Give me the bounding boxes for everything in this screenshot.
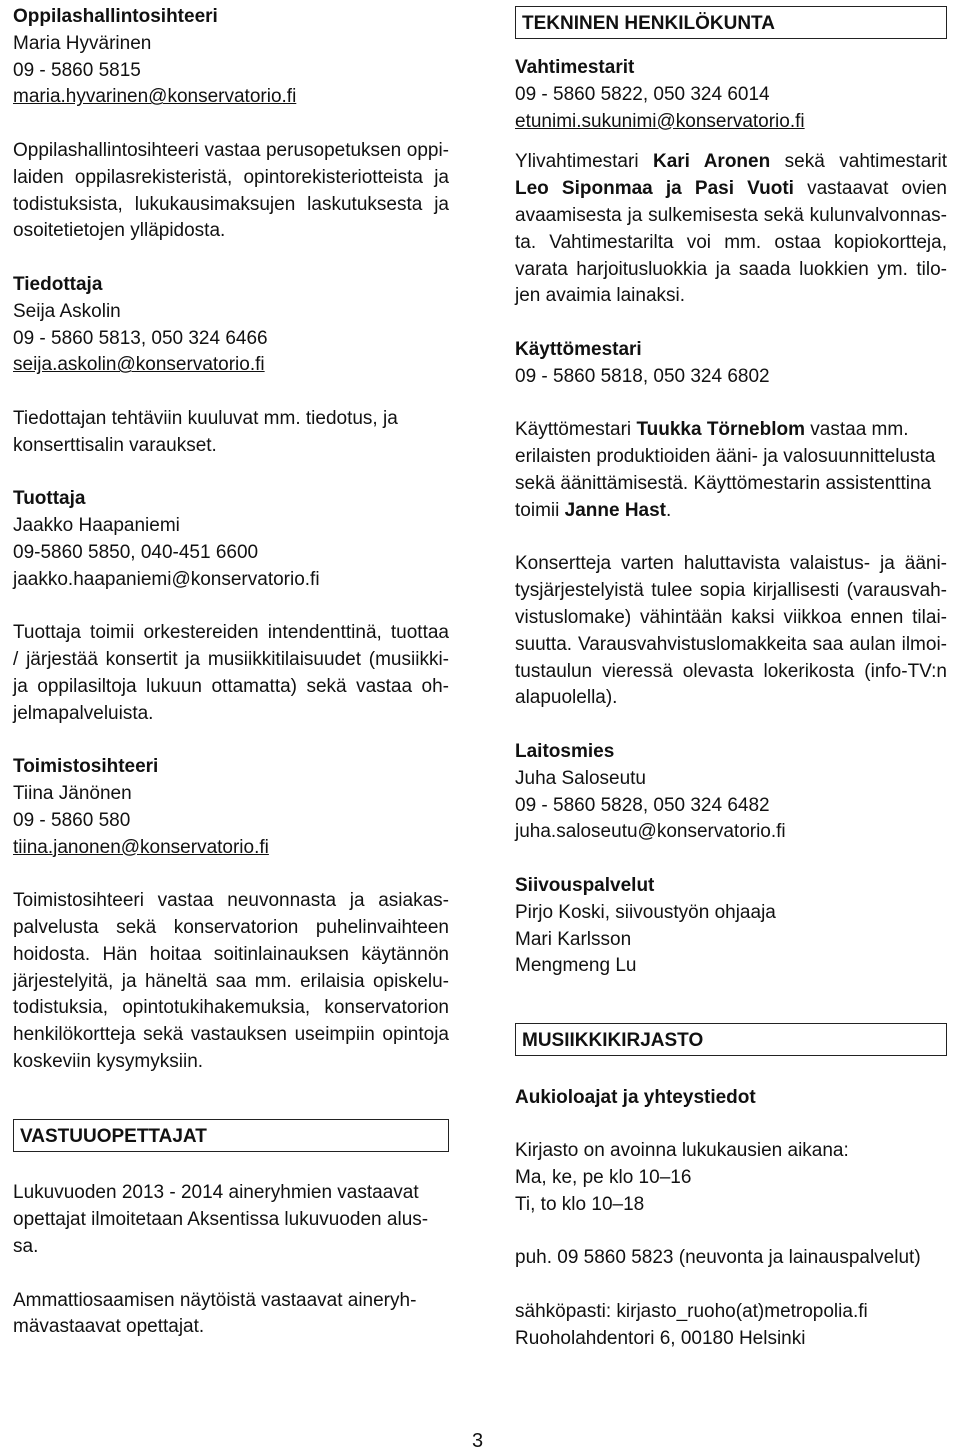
siivouspalvelut-line: Mengmeng Lu	[515, 955, 637, 977]
oppilashallinto-title: Oppilashallintosihteeri	[13, 6, 218, 27]
vastuuopettajat-text-line: opettajat ilmoitetaan Aksentissa lukuvuoden alus-	[13, 1209, 429, 1231]
kirjasto-subtitle: Aukioloajat ja yhteystiedot	[515, 1086, 756, 1108]
vahtimestarit-desc-line: varata harjoitusluokkia ja saada luokkien ym. tilo-	[515, 258, 947, 280]
toimistosihteeri-desc-line: henkilökortteja sekä vastauksen useimpiin opintoja	[13, 1024, 449, 1046]
oppilashallinto-desc-line: laiden oppilasrekisteristä, opintorekisteriotteista ja	[13, 166, 449, 188]
toimistosihteeri-phone: 09 - 5860 580	[13, 809, 131, 831]
kayttomestari-desc-line: sekä äänittämisestä. Käyttömestarin assistenttina	[515, 472, 932, 494]
toimistosihteeri-email-link[interactable]: tiina.janonen@konservatorio.fi	[13, 836, 269, 858]
oppilashallinto-desc-line: Oppilashallintosihteeri vastaa perusopetuksen oppi-	[13, 139, 449, 161]
tiedottaja-name: Seija Askolin	[13, 300, 121, 322]
toimistosihteeri-desc-line: järjestelyitä, ja häneltä saa mm. erilaisia opiskelu-	[13, 970, 449, 992]
tiedottaja-desc-line: konserttisalin varaukset.	[13, 434, 217, 456]
kayttomestari-desc-line: erilaisten produktioiden ääni- ja valosuunnittelusta	[515, 446, 936, 468]
kirjasto-hours: Ma, ke, pe klo 10–16	[515, 1167, 692, 1189]
kayttomestari-desc-line: toimii Janne Hast.	[515, 499, 672, 521]
tiedottaja-phone: 09 - 5860 5813, 050 324 6466	[13, 327, 268, 349]
toimistosihteeri-desc-line: todistuksia, opintotukihakemuksia, konservatorion	[13, 997, 449, 1019]
toimistosihteeri-desc-line: koskeviin kysymyksiin.	[13, 1051, 204, 1073]
laitosmies-email: juha.saloseutu@konservatorio.fi	[515, 821, 786, 843]
oppilashallinto-desc-line: todistuksista, lukukausimaksujen laskutuksesta ja	[13, 193, 449, 215]
laitosmies-name: Juha Saloseutu	[515, 767, 646, 789]
kayttomestari-phone: 09 - 5860 5818, 050 324 6802	[515, 365, 770, 387]
konsertit-text-line: Konsertteja varten haluttavista valaistus- ja ääni-	[515, 553, 947, 575]
vahtimestarit-email-link[interactable]: etunimi.sukunimi@konservatorio.fi	[515, 110, 805, 132]
tuottaja-desc-line: / järjestää konsertit ja musiikkitilaisuudet (musiikki-	[13, 649, 449, 671]
konsertit-text-line: tustaulun vieressä olevasta lokerikosta (info-TV:n	[515, 660, 947, 682]
siivouspalvelut-line: Pirjo Koski, siivoustyön ohjaaja	[515, 901, 776, 923]
konsertit-text-line: vistuslomake) vähintään kaksi viikkoa ennen tilai-	[515, 606, 947, 628]
tuottaja-email: jaakko.haapaniemi@konservatorio.fi	[13, 568, 320, 590]
oppilashallinto-desc-line: osoitetietojen ylläpidosta.	[13, 220, 226, 242]
kirjasto-email: sähköpasti: kirjasto_ruoho(at)metropolia.fi	[515, 1301, 868, 1323]
vahtimestarit-desc-line: ta. Vahtimestarilta voi mm. ostaa kopiokortteja,	[515, 231, 947, 253]
tuottaja-desc-line: ja oppilasiltoja lukuun ottamatta) sekä vastaa oh-	[13, 675, 449, 697]
vahtimestarit-phone: 09 - 5860 5822, 050 324 6014	[515, 83, 770, 105]
oppilashallinto-name: Maria Hyvärinen	[13, 32, 152, 54]
vastuuopettajat-heading: VASTUUOPETTAJAT	[13, 1119, 449, 1152]
oppilashallinto-email-link[interactable]: maria.hyvarinen@konservatorio.fi	[13, 86, 297, 108]
right-column	[515, 4, 947, 1353]
oppilashallinto-phone: 09 - 5860 5815	[13, 59, 141, 81]
toimistosihteeri-desc-line: hoidosta. Hän hoitaa soitinlainauksen käytännön	[13, 943, 449, 965]
tiedottaja-email-link[interactable]: seija.askolin@konservatorio.fi	[13, 354, 265, 376]
vastuuopettajat-text-line: sa.	[13, 1236, 39, 1258]
page-number: 3	[472, 1430, 484, 1452]
toimistosihteeri-desc-line: Toimistosihteeri vastaa neuvonnasta ja asiakas-	[13, 890, 449, 912]
tuottaja-phone: 09-5860 5850, 040-451 6600	[13, 541, 259, 563]
toimistosihteeri-title: Toimistosihteeri	[13, 756, 159, 778]
kayttomestari-desc-line: Käyttömestari Tuukka Törneblom vastaa mm.	[515, 419, 909, 441]
tiedottaja-title: Tiedottaja	[13, 273, 103, 295]
kayttomestari-title: Käyttömestari	[515, 338, 642, 360]
laitosmies-phone: 09 - 5860 5828, 050 324 6482	[515, 794, 770, 816]
konsertit-text-line: alapuolella).	[515, 687, 618, 709]
tiedottaja-desc-line: Tiedottajan tehtäviin kuuluvat mm. tiedotus, ja	[13, 407, 398, 429]
tuottaja-desc-line: jelmapalveluista.	[13, 702, 154, 724]
vahtimestarit-desc-line: Leo Siponmaa ja Pasi Vuoti vastaavat ovien	[515, 178, 947, 200]
vastuuopettajat-text-line: mävastaavat opettajat.	[13, 1316, 205, 1338]
musiikkikirjasto-heading: MUSIIKKIKIRJASTO	[515, 1023, 947, 1056]
vastuuopettajat-text-line: Ammattiosaamisen näytöistä vastaavat aineryh-	[13, 1289, 417, 1311]
tuottaja-name: Jaakko Haapaniemi	[13, 515, 180, 537]
laitosmies-title: Laitosmies	[515, 740, 615, 762]
toimistosihteeri-name: Tiina Jänönen	[13, 783, 132, 805]
konsertit-text-line: tysjärjestelyistä tulee sopia kirjallisesti (varausvah-	[515, 580, 947, 602]
siivouspalvelut-line: Mari Karlsson	[515, 928, 632, 950]
kirjasto-phone: puh. 09 5860 5823 (neuvonta ja lainauspalvelut)	[515, 1247, 921, 1269]
vahtimestarit-title: Vahtimestarit	[515, 57, 635, 78]
vahtimestarit-desc-line: avaamisesta ja sulkemisesta sekä kulunvalvonnas-	[515, 204, 947, 226]
vastuuopettajat-text-line: Lukuvuoden 2013 - 2014 aineryhmien vastaavat	[13, 1182, 419, 1204]
toimistosihteeri-desc-line: palvelusta sekä konservatorion puhelinvaihteen	[13, 917, 449, 939]
tuottaja-desc-line: Tuottaja toimii orkestereiden intendenttinä, tuottaa	[13, 622, 449, 644]
kirjasto-open-intro: Kirjasto on avoinna lukukausien aikana:	[515, 1140, 849, 1162]
kirjasto-hours: Ti, to klo 10–18	[515, 1193, 645, 1215]
left-column	[13, 4, 449, 1341]
vahtimestarit-desc-line: Ylivahtimestari Kari Aronen sekä vahtimestarit	[515, 151, 947, 173]
tekninen-henkilokunta-heading: TEKNINEN HENKILÖKUNTA	[515, 6, 947, 39]
kirjasto-address: Ruoholahdentori 6, 00180 Helsinki	[515, 1327, 806, 1349]
siivouspalvelut-title: Siivouspalvelut	[515, 874, 655, 896]
konsertit-text-line: suutta. Varausvahvistuslomakkeita saa aulan ilmoi-	[515, 633, 947, 655]
tuottaja-title: Tuottaja	[13, 488, 86, 510]
vahtimestarit-desc-line: jen avaimia lainaksi.	[515, 285, 686, 307]
